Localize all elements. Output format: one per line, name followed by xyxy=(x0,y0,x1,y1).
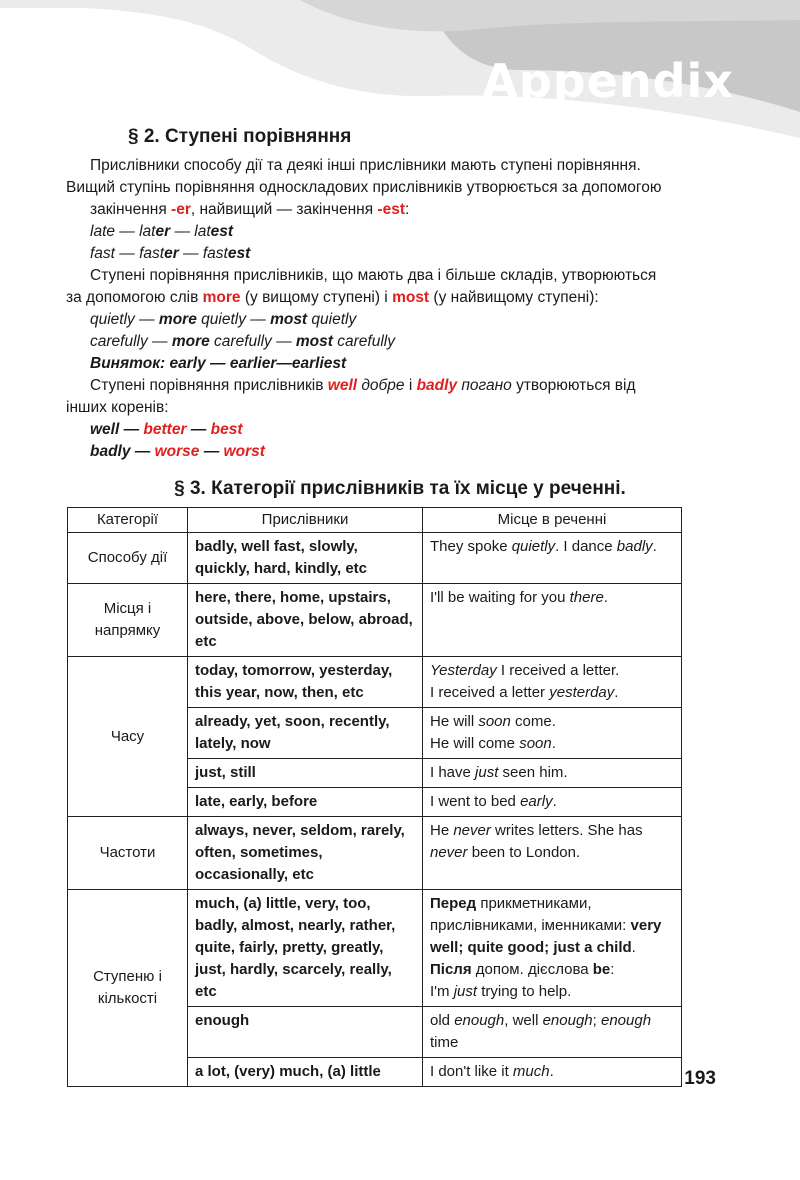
italic-text: soon xyxy=(519,735,552,752)
adverbs-cell: just, still xyxy=(188,759,423,788)
example-cell xyxy=(423,759,682,788)
example-cell xyxy=(423,817,682,890)
header-adverbs: Прислівники xyxy=(188,508,423,533)
example-cell xyxy=(423,788,682,817)
italic-text: enough xyxy=(454,1012,505,1029)
italic-text: enough xyxy=(601,1012,652,1029)
example-cell xyxy=(423,657,682,708)
text: . xyxy=(551,735,556,752)
text: I received a letter xyxy=(430,684,550,701)
text: He will come xyxy=(430,735,520,752)
italic-text: never xyxy=(430,844,468,861)
italic-text: quietly xyxy=(511,538,556,555)
text: : xyxy=(610,961,615,978)
example-fast xyxy=(66,243,706,265)
italic-text: Yesterday xyxy=(430,662,497,679)
example-more: more xyxy=(171,333,210,350)
word-well: well xyxy=(327,377,358,394)
text: I'll be waiting for you xyxy=(430,589,570,606)
bold-text: very well; quite good; just a child xyxy=(430,917,662,956)
category-cell: Способу дії xyxy=(68,533,188,584)
adverbs-cell: late, early, before xyxy=(188,788,423,817)
dash: — xyxy=(119,421,144,438)
example-more: more xyxy=(158,311,197,328)
table-row xyxy=(68,890,682,1007)
text: . xyxy=(552,793,557,810)
table-row xyxy=(68,817,682,890)
adverbs-cell: badly, well fast, slowly, quickly, hard, kindly, etc xyxy=(188,533,423,584)
example-text: carefully xyxy=(332,333,395,350)
category-cell: Частоти xyxy=(68,817,188,890)
text: I received a letter. xyxy=(496,662,620,679)
text: I'm xyxy=(430,983,454,1000)
text: He will xyxy=(430,713,479,730)
example-well xyxy=(66,419,706,441)
example-text: — lat xyxy=(170,223,211,240)
example-cell xyxy=(423,1058,682,1087)
suffix-er: -er xyxy=(171,201,191,218)
text: seen him. xyxy=(498,764,568,781)
text: . I dance xyxy=(555,538,617,555)
italic-text: yesterday xyxy=(549,684,615,701)
header-categories: Категорії xyxy=(68,508,188,533)
comparative-form: worse xyxy=(154,443,200,460)
text: утворюються від xyxy=(511,377,636,394)
adverbs-cell: already, yet, soon, recently, lately, now xyxy=(188,708,423,759)
table-header-row xyxy=(68,508,682,533)
bold-text: Після xyxy=(430,961,472,978)
text: come. xyxy=(510,713,556,730)
example-suffix: est xyxy=(227,245,251,262)
suffix-est: -est xyxy=(377,201,405,218)
text: He xyxy=(430,822,454,839)
translation-bad: погано xyxy=(457,377,512,394)
comparative-form: better xyxy=(143,421,187,438)
exception-line: Виняток: early — earlier—earliest xyxy=(90,355,347,372)
adverbs-cell: a lot, (very) much, (a) little xyxy=(188,1058,423,1087)
italic-text: never xyxy=(453,822,491,839)
example-text: carefully — xyxy=(209,333,296,350)
example-suffix: est xyxy=(210,223,234,240)
category-cell: Ступеню і кількості xyxy=(68,890,188,1087)
text: Ступені порівняння прислівників xyxy=(90,377,328,394)
intro-line-1: Прислівники способу дії та деякі інші прислівники мають ступені порівняння. xyxy=(90,157,641,174)
italic-text: soon xyxy=(478,713,511,730)
example-text: quietly xyxy=(307,311,357,328)
text: за допомогою слів xyxy=(66,289,203,306)
example-cell xyxy=(423,1007,682,1058)
superlative-form: best xyxy=(210,421,243,438)
example-text: quietly — xyxy=(90,311,159,328)
example-suffix: er xyxy=(164,245,179,262)
text: . xyxy=(549,1063,554,1080)
example-cell xyxy=(423,708,682,759)
text: been to London. xyxy=(467,844,581,861)
table-row xyxy=(68,533,682,584)
example-text: late — lat xyxy=(90,223,156,240)
text: They spoke xyxy=(430,538,512,555)
text: . xyxy=(652,538,657,555)
italic-text: there xyxy=(569,589,604,606)
example-badly xyxy=(66,441,706,463)
text: I went to bed xyxy=(430,793,521,810)
adverb-categories-table xyxy=(67,507,682,1087)
text: (у найвищому ступені): xyxy=(429,289,599,306)
superlative-form: worst xyxy=(223,443,265,460)
text: . xyxy=(614,684,619,701)
text: time xyxy=(430,1034,459,1051)
text: . xyxy=(631,939,636,956)
dash: — xyxy=(199,443,224,460)
example-carefully xyxy=(66,331,706,353)
base-form: well xyxy=(90,421,120,438)
dash: — xyxy=(186,421,211,438)
irregular-line-1 xyxy=(66,375,706,397)
adverbs-cell: today, tomorrow, yesterday, this year, now, then, etc xyxy=(188,657,423,708)
example-quietly xyxy=(66,309,706,331)
example-cell xyxy=(423,533,682,584)
text: , найвищий — закінчення xyxy=(190,201,378,218)
text: (у вищому ступені) і xyxy=(240,289,393,306)
text: ; xyxy=(592,1012,601,1029)
section-degrees-of-comparison xyxy=(66,126,706,463)
italic-text: enough xyxy=(542,1012,593,1029)
category-cell: Місця і напрямку xyxy=(68,584,188,657)
text: закінчення xyxy=(90,201,172,218)
section-2-heading: § 2. Ступені порівняння xyxy=(128,126,352,147)
base-form: badly xyxy=(90,443,131,460)
multisyllable-line-2 xyxy=(66,287,706,309)
text: . xyxy=(603,589,608,606)
adverbs-cell: always, never, seldom, rarely, often, sometimes, occasionally, etc xyxy=(188,817,423,890)
italic-text: early xyxy=(520,793,553,810)
italic-text: just xyxy=(453,983,478,1000)
table-row xyxy=(68,657,682,708)
word-most: most xyxy=(392,289,430,306)
example-cell xyxy=(423,890,682,1007)
bold-text: Перед xyxy=(430,895,477,912)
word-more: more xyxy=(202,289,241,306)
example-text: quietly — xyxy=(196,311,271,328)
text: допом. дієслова xyxy=(471,961,593,978)
text: прикметниками, прислівниками, іменниками: xyxy=(430,895,631,934)
text: I don't like it xyxy=(430,1063,513,1080)
banner-title: Appendix xyxy=(482,54,734,108)
table-row xyxy=(68,584,682,657)
text: trying to help. xyxy=(477,983,572,1000)
page-number: 193 xyxy=(684,1068,716,1089)
translation-good: добре xyxy=(357,377,405,394)
irregular-line-2: інших коренів: xyxy=(66,399,169,416)
bold-text: be xyxy=(592,961,611,978)
example-text: — fast xyxy=(178,245,228,262)
category-cell: Часу xyxy=(68,657,188,817)
example-cell xyxy=(423,584,682,657)
adverbs-cell: much, (a) little, very, too, badly, almost, nearly, rather, quite, fairly, pretty, greatly, just, hardly, scarcely, really, etc xyxy=(188,890,423,1007)
text: : xyxy=(405,201,410,218)
text: , well xyxy=(504,1012,543,1029)
italic-text: much xyxy=(512,1063,550,1080)
example-most: most xyxy=(270,311,308,328)
example-suffix: er xyxy=(155,223,171,240)
multisyllable-line-1: Ступені порівняння прислівників, що мають два і більше складів, утворюються xyxy=(90,267,657,284)
dash: — xyxy=(130,443,155,460)
example-text: fast — fast xyxy=(90,245,165,262)
text: I have xyxy=(430,764,476,781)
text: і xyxy=(404,377,417,394)
intro-line-3 xyxy=(66,199,706,221)
text: old xyxy=(430,1012,455,1029)
intro-line-2: Вищий ступінь порівняння односкладових прислівників утворюється за допомогою xyxy=(66,179,662,196)
italic-text: just xyxy=(475,764,499,781)
italic-text: badly xyxy=(616,538,653,555)
word-badly: badly xyxy=(416,377,458,394)
example-late xyxy=(66,221,706,243)
adverbs-cell: here, there, home, upstairs, outside, above, below, abroad, etc xyxy=(188,584,423,657)
text: writes letters. She has xyxy=(490,822,643,839)
example-most: most xyxy=(295,333,333,350)
section-3-heading: § 3. Категорії прислівників та їх місце у реченні. xyxy=(174,478,626,499)
example-text: carefully — xyxy=(90,333,172,350)
header-position: Місце в реченні xyxy=(423,508,682,533)
adverbs-cell: enough xyxy=(188,1007,423,1058)
